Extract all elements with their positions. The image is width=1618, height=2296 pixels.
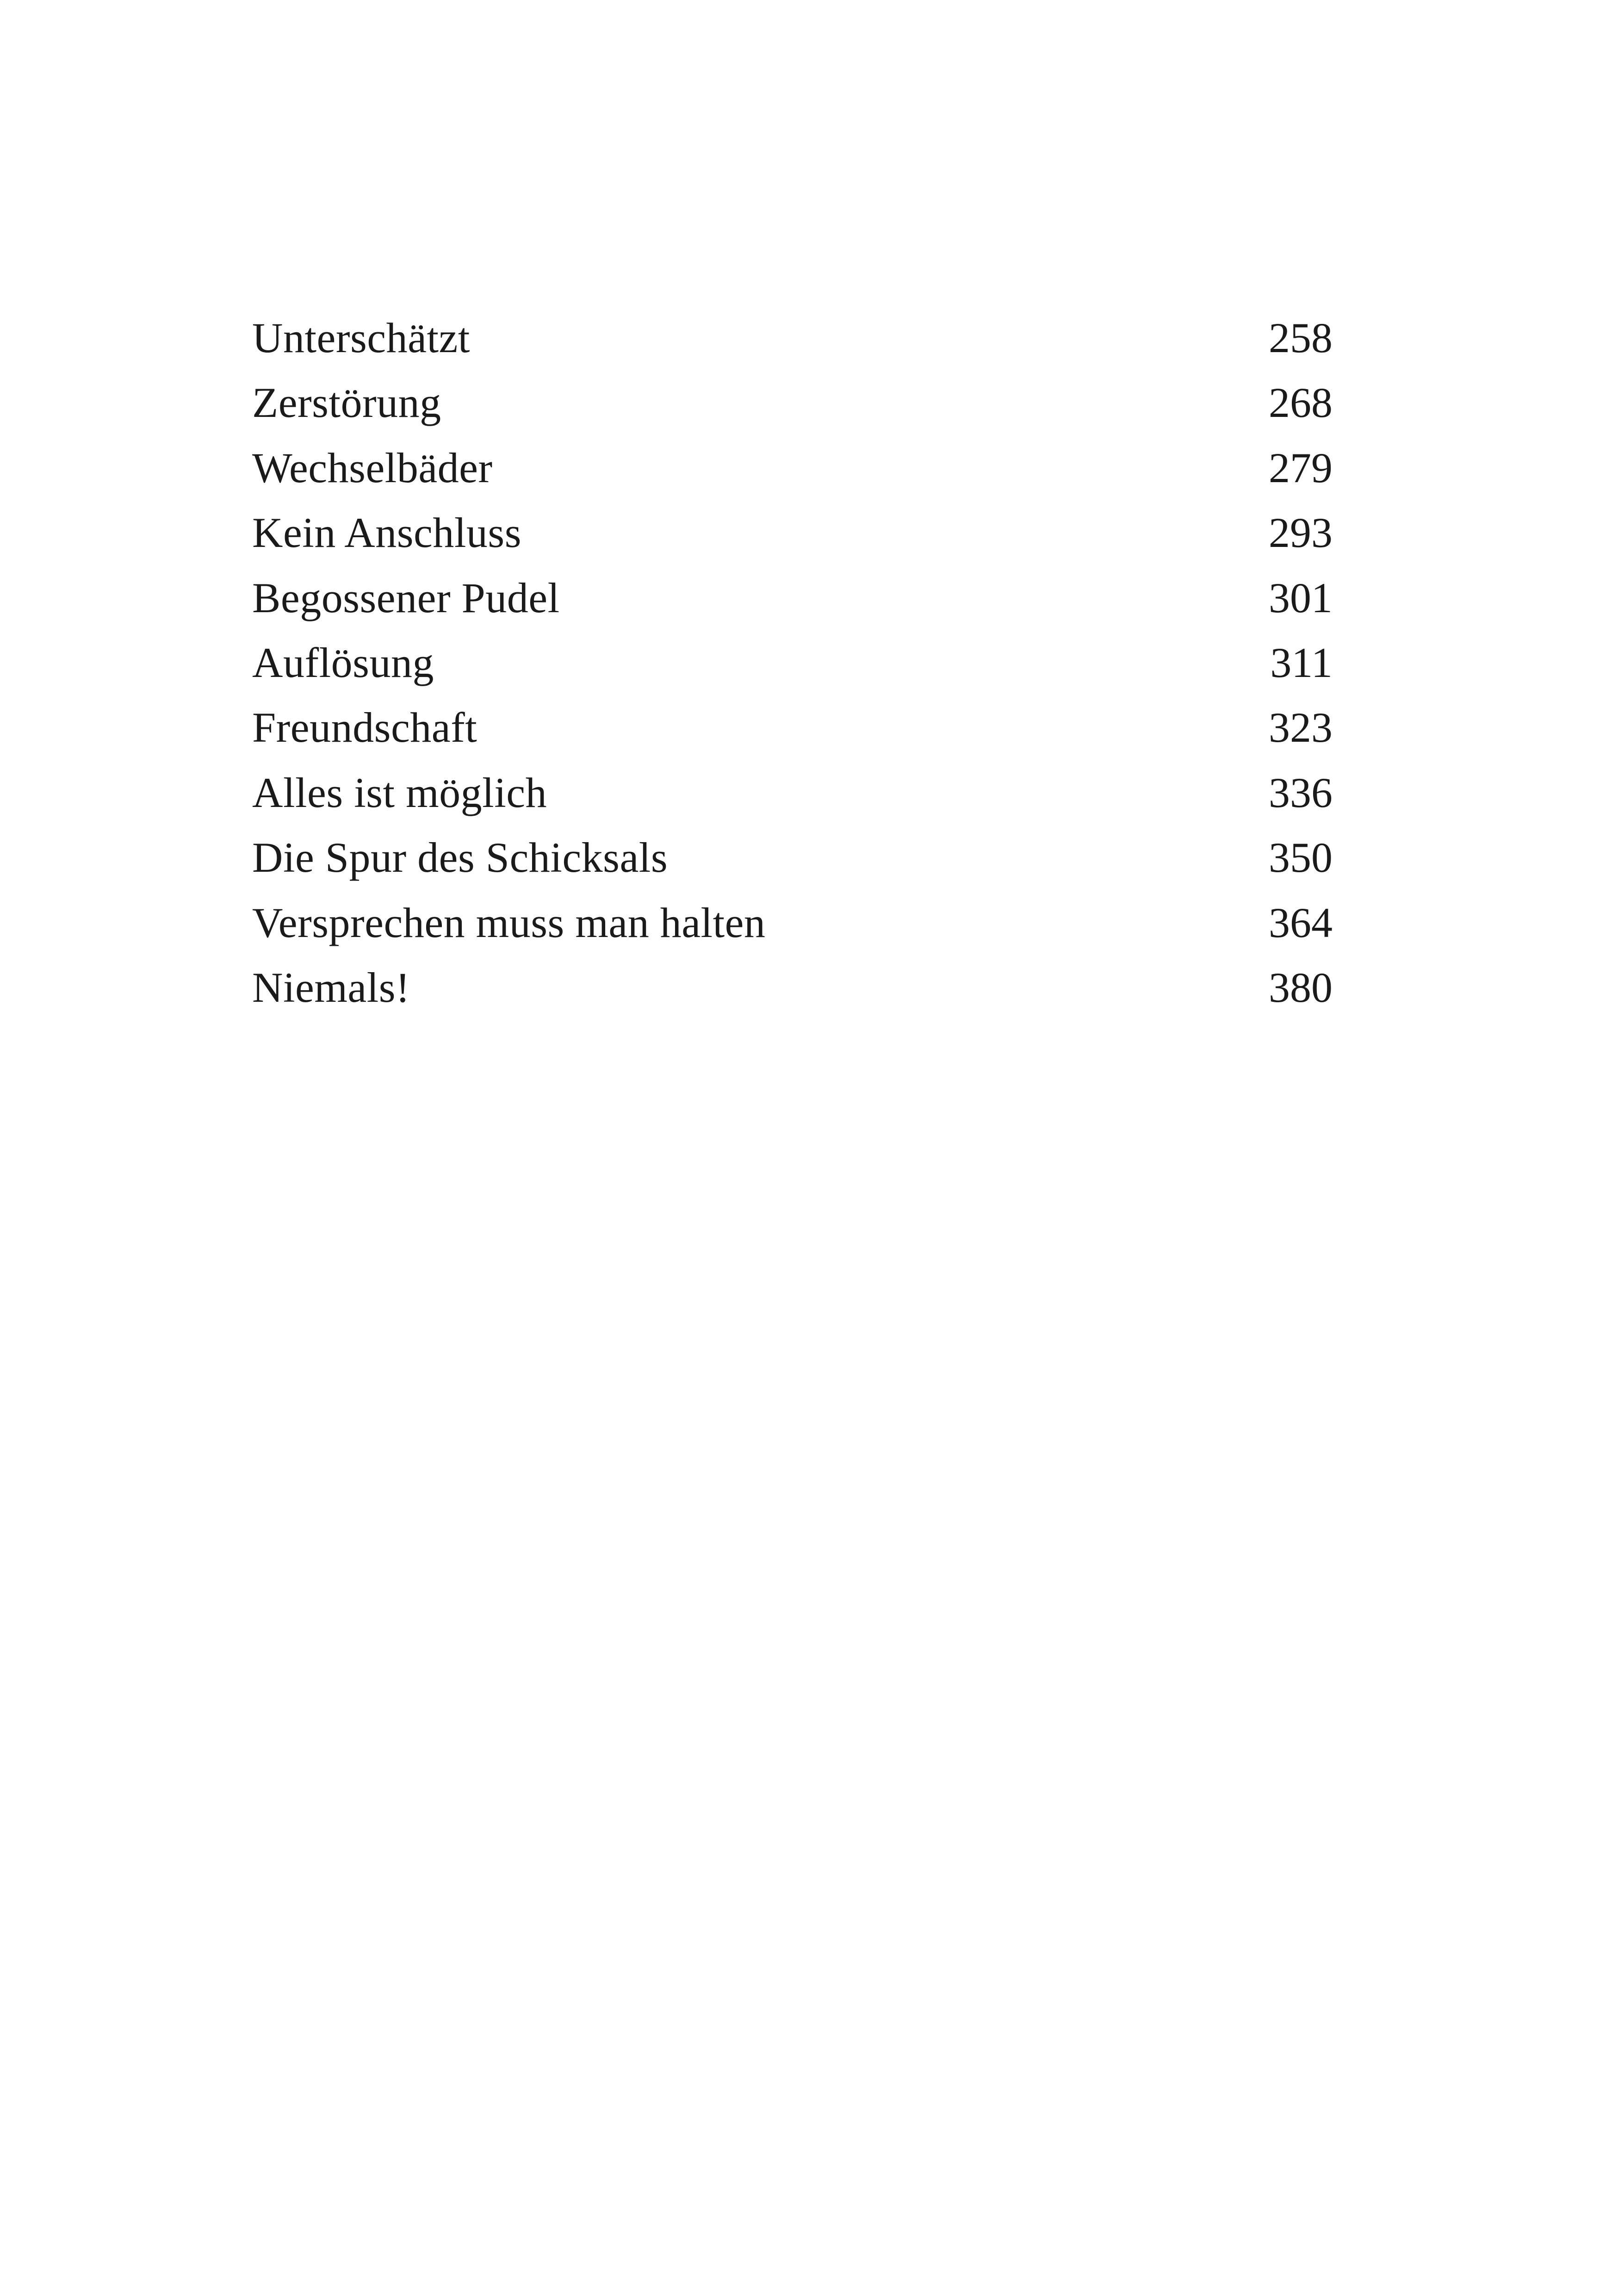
table-of-contents [252,305,1333,1020]
toc-entry-title: Die Spur des Schicksals [252,834,668,881]
toc-entry-title: Versprechen muss man halten [252,899,766,946]
toc-entry-title: Begossener Pudel [252,574,560,621]
toc-entry [252,630,1333,695]
toc-entry-page-number: 364 [1269,899,1333,946]
toc-entry-page-number: 350 [1269,834,1333,881]
toc-entry [252,565,1333,630]
toc-entry-page-number: 258 [1269,314,1333,361]
toc-entry-title: Wechselbäder [252,444,493,491]
toc-entry-page-number: 301 [1269,574,1333,621]
toc-entry-page-number: 380 [1269,963,1333,1011]
toc-entry [252,955,1333,1020]
toc-entry-title: Niemals! [252,963,410,1011]
toc-entry-title: Unterschätzt [252,314,470,361]
toc-entry [252,760,1333,825]
toc-entry-title: Freundschaft [252,704,477,751]
toc-entry-title: Auflösung [252,639,434,686]
toc-entry-page-number: 323 [1269,704,1333,751]
toc-entry-page-number: 293 [1269,509,1333,557]
toc-entry-title: Kein Anschluss [252,509,521,557]
toc-entry-page-number: 268 [1269,379,1333,427]
toc-entry-page-number: 279 [1269,444,1333,491]
toc-entry [252,825,1333,890]
toc-entry [252,890,1333,955]
toc-entry-page-number: 311 [1270,639,1333,686]
toc-entry-title: Alles ist möglich [252,769,547,816]
toc-entry [252,500,1333,565]
toc-entry [252,305,1333,370]
toc-entry [252,435,1333,500]
toc-entry-page-number: 336 [1269,769,1333,816]
toc-entry [252,370,1333,435]
toc-entry-title: Zerstörung [252,379,441,427]
toc-entry [252,695,1333,760]
